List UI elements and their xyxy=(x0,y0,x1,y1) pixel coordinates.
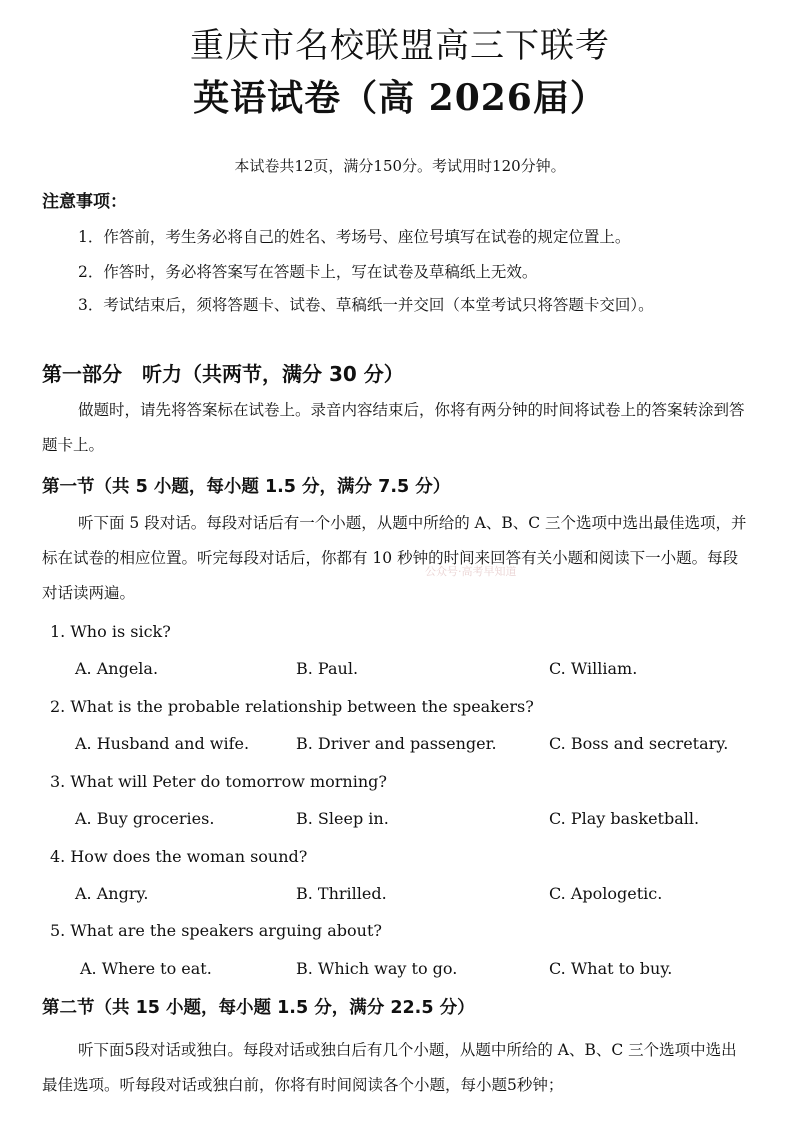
option-c: C. Boss and secretary. xyxy=(549,734,729,753)
section1-title: 第一节（共 5 小题，每小题 1.5 分，满分 7.5 分） xyxy=(42,477,451,497)
option-c: C. What to buy. xyxy=(549,959,673,978)
section2-instructions-text: 听下面5段对话或独白。每段对话或独白后有几个小题，从题中所给的 A、B、C 三个选项中选出最佳选项。听每段对话或独白前，你将有时间阅读各个小题，每小题5秒钟； xyxy=(42,1041,737,1094)
section1-instructions-text: 听下面 5 段对话。每段对话后有一个小题，从题中所给的 A、B、C 三个选项中选出最佳选项，并标在试卷的相应位置。听完每段对话后，你都有 10 秒钟的时间来回答有关小题和阅读下一小题。每段对话读两遍。 xyxy=(42,514,747,602)
option-a: A. Angela. xyxy=(75,659,159,678)
section1-instructions xyxy=(42,506,752,611)
question-stem: 4. How does the woman sound? xyxy=(50,847,308,866)
section2-instructions xyxy=(42,1033,752,1103)
section2-title: 第二节（共 15 小题，每小题 1.5 分，满分 22.5 分） xyxy=(42,998,475,1018)
option-b: B. Thrilled. xyxy=(296,884,387,903)
question-stem: 3. What will Peter do tomorrow morning? xyxy=(50,772,387,791)
option-a: A. Where to eat. xyxy=(80,959,212,978)
notice-title: 注意事项： xyxy=(42,192,127,212)
option-b: B. Paul. xyxy=(296,659,359,678)
notice-item: 1．作答前，考生务必将自己的姓名、考场号、座位号填写在试卷的规定位置上。 xyxy=(78,228,631,246)
option-b: B. Driver and passenger. xyxy=(296,734,497,753)
option-c: C. Play basketball. xyxy=(549,809,700,828)
option-a: A. Angry. xyxy=(75,884,149,903)
option-a: A. Husband and wife. xyxy=(75,734,250,753)
part1-instructions xyxy=(42,393,752,463)
question-stem: 2. What is the probable relationship between the speakers? xyxy=(50,697,534,716)
option-b: B. Which way to go. xyxy=(296,959,458,978)
option-a: A. Buy groceries. xyxy=(75,809,215,828)
watermark: 公众号·高考早知道 xyxy=(425,565,517,578)
option-b: B. Sleep in. xyxy=(296,809,389,828)
exam-title-line1: 重庆市名校联盟高三下联考 xyxy=(190,26,610,66)
notice-item: 2．作答时，务必将答案写在答题卡上，写在试卷及草稿纸上无效。 xyxy=(78,263,538,281)
notice-item: 3．考试结束后，须将答题卡、试卷、草稿纸一并交回（本堂考试只将答题卡交回）。 xyxy=(78,296,654,314)
option-c: C. Apologetic. xyxy=(549,884,663,903)
part1-instructions-text: 做题时，请先将答案标在试卷上。录音内容结束后，你将有两分钟的时间将试卷上的答案转涂到答题卡上。 xyxy=(42,401,745,454)
option-c: C. William. xyxy=(549,659,638,678)
question-stem: 5. What are the speakers arguing about? xyxy=(50,921,382,940)
part1-title: 第一部分 听力（共两节，满分 30 分） xyxy=(42,362,404,386)
exam-intro: 本试卷共12页，满分150分。考试用时120分钟。 xyxy=(234,157,566,175)
exam-title-line2: 英语试卷（高 2026届） xyxy=(193,77,607,119)
question-stem: 1. Who is sick? xyxy=(50,622,171,641)
